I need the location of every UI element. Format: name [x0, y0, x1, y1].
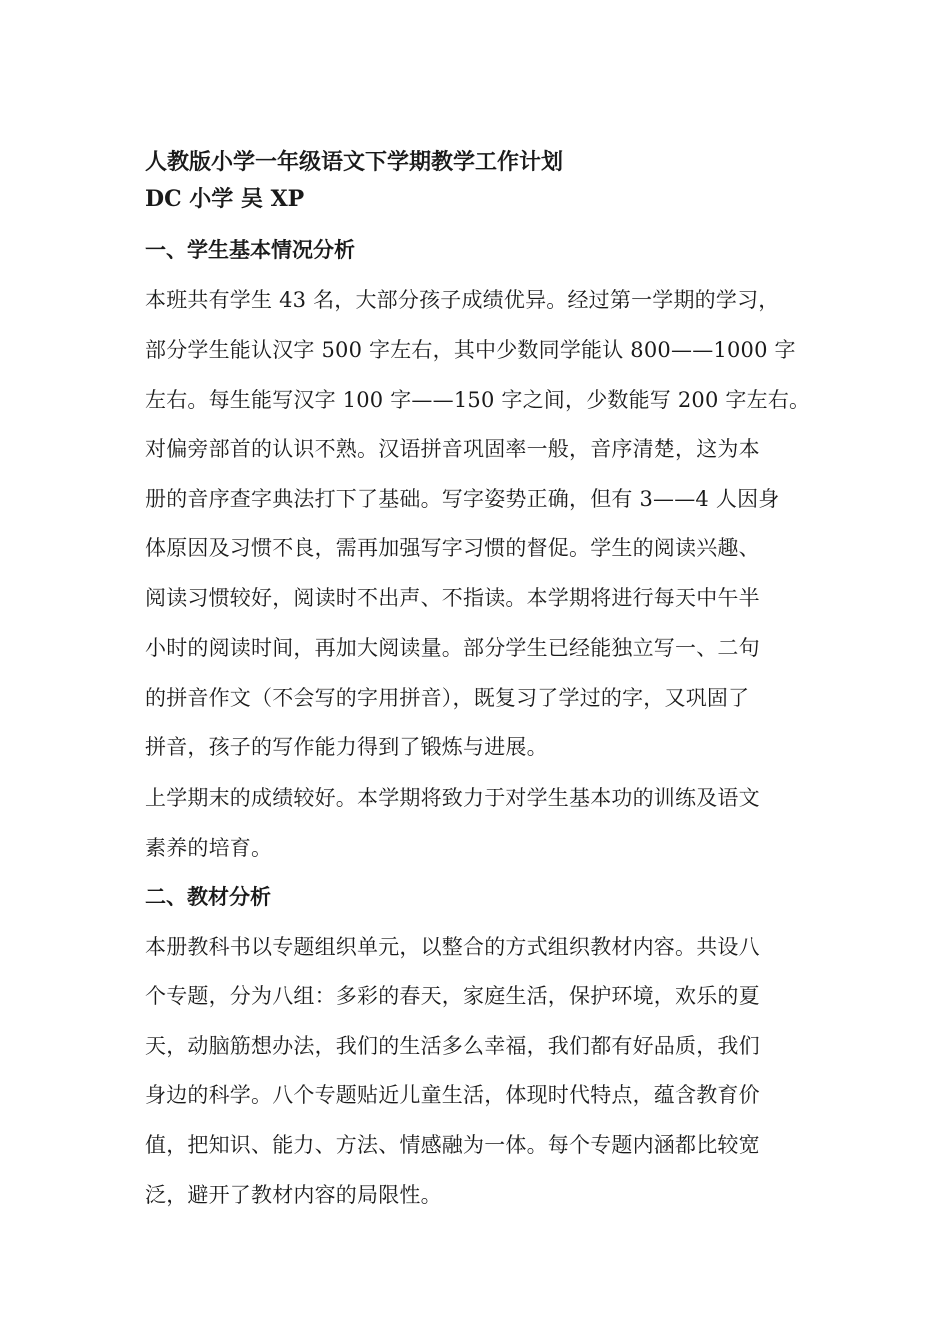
- document-title: 人教版小学一年级语文下学期教学工作计划: [145, 149, 564, 175]
- paragraph-line: 本班共有学生 43 名，大部分孩子成绩优异。经过第一学期的学习，: [145, 288, 780, 312]
- paragraph-line: 阅读习惯较好，阅读时不出声、不指读。本学期将进行每天中午半: [145, 586, 760, 610]
- paragraph-line: 对偏旁部首的认识不熟。汉语拼音巩固率一般，音序清楚，这为本: [145, 437, 760, 461]
- paragraph-line: 天，动脑筋想办法，我们的生活多么幸福，我们都有好品质，我们: [145, 1034, 760, 1058]
- paragraph-line: 拼音，孩子的写作能力得到了锻炼与进展。: [145, 735, 548, 759]
- paragraph-line: 左右。每生能写汉字 100 字——150 字之间，少数能写 200 字左右。: [145, 388, 811, 412]
- section-heading-1: 一、学生基本情况分析: [145, 237, 355, 262]
- paragraph-line: 上学期末的成绩较好。本学期将致力于对学生基本功的训练及语文: [145, 786, 760, 810]
- paragraph-line: 体原因及习惯不良，需再加强写字习惯的督促。学生的阅读兴趣、: [145, 536, 760, 560]
- paragraph-line: 部分学生能认汉字 500 字左右，其中少数同学能认 800——1000 字: [145, 338, 796, 362]
- paragraph-line: 个专题，分为八组：多彩的春天，家庭生活，保护环境，欢乐的夏: [145, 984, 760, 1008]
- paragraph-line: 值，把知识、能力、方法、情感融为一体。每个专题内涵都比较宽: [145, 1133, 760, 1157]
- paragraph-line: 册的音序查字典法打下了基础。写字姿势正确，但有 3——4 人因身: [145, 487, 780, 511]
- paragraph-line: 身边的科学。八个专题贴近儿童生活，体现时代特点，蕴含教育价: [145, 1083, 760, 1107]
- paragraph-line: 本册教科书以专题组织单元，以整合的方式组织教材内容。共设八: [145, 935, 760, 959]
- paragraph-line: 的拼音作文（不会写的字用拼音），既复习了学过的字，又巩固了: [145, 686, 750, 710]
- document-author: DC 小学 吴 XP: [145, 186, 305, 212]
- paragraph-line: 泛，避开了教材内容的局限性。: [145, 1183, 442, 1207]
- section-heading-2: 二、教材分析: [145, 884, 271, 909]
- paragraph-line: 素养的培育。: [145, 836, 273, 860]
- paragraph-line: 小时的阅读时间，再加大阅读量。部分学生已经能独立写一、二句: [145, 636, 760, 660]
